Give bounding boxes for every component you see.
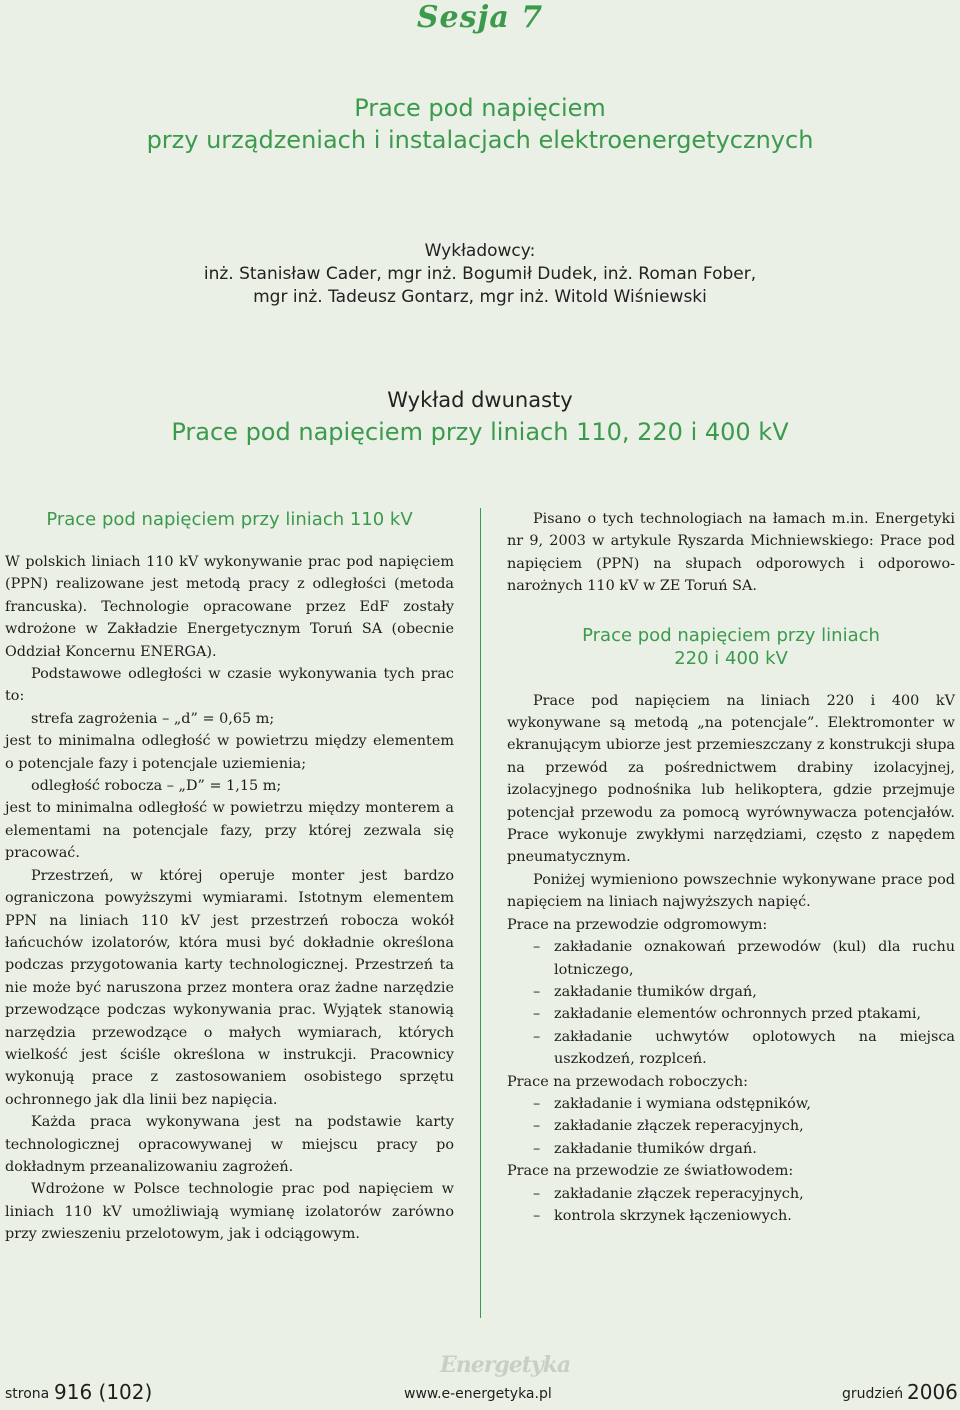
page-label: strona [5, 1386, 50, 1402]
list-item: – zakładanie tłumików drgań, [507, 981, 955, 1003]
left-column [5, 508, 454, 1246]
page-title [0, 92, 960, 156]
group-3-list [507, 1183, 955, 1228]
group-2-label: Prace na przewodach roboczych: [507, 1073, 748, 1090]
left-paragraph-1: W polskich liniach 110 kV wykonywanie prac pod napięciem (PPN) realizowane jest metodą pracy z odległości (metoda francuska). Technologie opracowane przez EdF zostały wdrożone w Zakładzie Energetycznym Toruń SA (obecnie Oddział Koncernu ENERGA). [5, 554, 454, 660]
left-paragraph-2: Podstawowe odległości w czasie wykonywania tych prac to: [5, 666, 454, 705]
list-item: – zakładanie uchwytów oplotowych na miejsca uszkodzeń, rozplceń. [507, 1026, 955, 1071]
distance-d-text: jest to minimalna odległość w powietrzu między elementem o potencjale fazy i potencjale uziemienia; [5, 733, 454, 772]
group-1-list [507, 936, 955, 1070]
list-item: – kontrola skrzynek łączeniowych. [507, 1205, 955, 1227]
group-3-label: Prace na przewodzie ze światłowodem: [507, 1163, 794, 1180]
right-paragraph-1: Pisano o tych technologiach na łamach m.in. Energetyki nr 9, 2003 w artykule Ryszarda Michniewskiego: Prace pod napięciem (PPN) na słupach odporowych i odporowo-narożnych 110 kV w ZE Toruń SA. [507, 511, 955, 595]
page-footer [0, 1380, 960, 1408]
distance-d-label: strefa zagrożenia – „d” = 0,65 m; [31, 710, 275, 727]
distance-D-label: odległość robocza – „D” = 1,15 m; [31, 778, 282, 795]
page-number: 916 (102) [54, 1380, 153, 1404]
right-paragraph-2: Prace pod napięciem na liniach 220 i 400 kV wykonywane są metodą „na potencjale”. Elektromonter w ekranującym ubiorze jest przemieszczany z konstrukcji słupa na przewód za pośrednictwem drabiny izolacyjnej, izolacyjnego podnośnika lub helikoptera, gdzie przejmuje potencjał przewodu za pomocą wyrównywacza potencjałów. Prace wykonuje zwykłymi narzędziami, często z napędem pneumatycznym. [507, 692, 955, 866]
left-paragraph-4: Każda praca wykonywana jest na podstawie karty technologicznej opracowywanej w miejscu pracy po dokładnym przeanalizowaniu zagrożeń. [5, 1114, 454, 1175]
lecture-title: Prace pod napięciem przy liniach 110, 220 i 400 kV [171, 418, 789, 446]
lecturers-label: Wykładowcy: [424, 241, 536, 261]
right-heading-line-1: Prace pod napięciem przy liniach [582, 624, 880, 646]
left-paragraph-3: Przestrzeń, w której operuje monter jest bardzo ograniczona powyższymi wymiarami. Istotnym elementem PPN na liniach 110 kV jest przestrzeń robocza wokół łańcuchów izolatorów, która musi być dokładnie określona podczas przygotowania karty technologicznej. Przestrzeń ta nie może być naruszona przez montera oraz żadne narzędzie przewodzące podczas wykonywania prac. Wyjątek stanowią narzędzia przewodzące o małych wymiarach, których wielkość jest ściśle określona w instrukcji. Pracownicy wykonują prace z zastosowaniem osobistego sprzętu ochronnego jak dla linii bez napięcia. [5, 867, 454, 1108]
right-column [507, 508, 955, 1227]
group-2-list [507, 1093, 955, 1160]
list-item: – zakładanie tłumików drgań. [507, 1138, 955, 1160]
list-item: – zakładanie elementów ochronnych przed ptakami, [507, 1003, 955, 1025]
left-heading: Prace pod napięciem przy liniach 110 kV [46, 509, 413, 530]
right-paragraph-3: Poniżej wymieniono powszechnie wykonywane prace pod napięciem na liniach najwyższych napięć. [507, 871, 955, 911]
title-line-1: Prace pod napięciem [354, 94, 606, 122]
right-heading-line-2: 220 i 400 kV [674, 647, 788, 669]
column-divider [480, 508, 481, 1318]
lecturers-line-1: inż. Stanisław Cader, mgr inż. Bogumił Dudek, inż. Roman Fober, [203, 264, 757, 284]
energetyka-logo: Energetyka [440, 1352, 571, 1378]
list-item: – zakładanie i wymiana odstępników, [507, 1093, 955, 1115]
distance-D-text: jest to minimalna odległość w powietrzu między monterem a elementami na potencjale fazy, przy której zezwala się pracować. [5, 800, 454, 862]
lecturers-block [0, 240, 960, 309]
right-heading [507, 624, 955, 670]
lecture-number: Wykład dwunasty [387, 388, 573, 412]
left-paragraph-5: Wdrożone w Polsce technologie prac pod napięciem w liniach 110 kV umożliwiają wymianę izolatorów zarówno przy zwieszeniu przelotowym, jak i odciągowym. [5, 1181, 454, 1243]
group-1-label: Prace na przewodzie odgromowym: [507, 916, 768, 933]
issue-month: grudzień [842, 1386, 904, 1402]
list-item: – zakładanie oznakowań przewodów (kul) dla ruchu lotniczego, [507, 936, 955, 981]
lecturers-line-2: mgr inż. Tadeusz Gontarz, mgr inż. Witold Wiśniewski [253, 287, 707, 307]
title-line-2: przy urządzeniach i instalacjach elektroenergetycznych [146, 126, 814, 154]
footer-url[interactable]: www.e-energetyka.pl [404, 1386, 552, 1402]
session-title: Sesja 7 [416, 0, 544, 35]
list-item: – zakładanie złączek reperacyjnych, [507, 1183, 955, 1205]
issue-year: 2006 [907, 1380, 958, 1404]
list-item: – zakładanie złączek reperacyjnych, [507, 1115, 955, 1137]
